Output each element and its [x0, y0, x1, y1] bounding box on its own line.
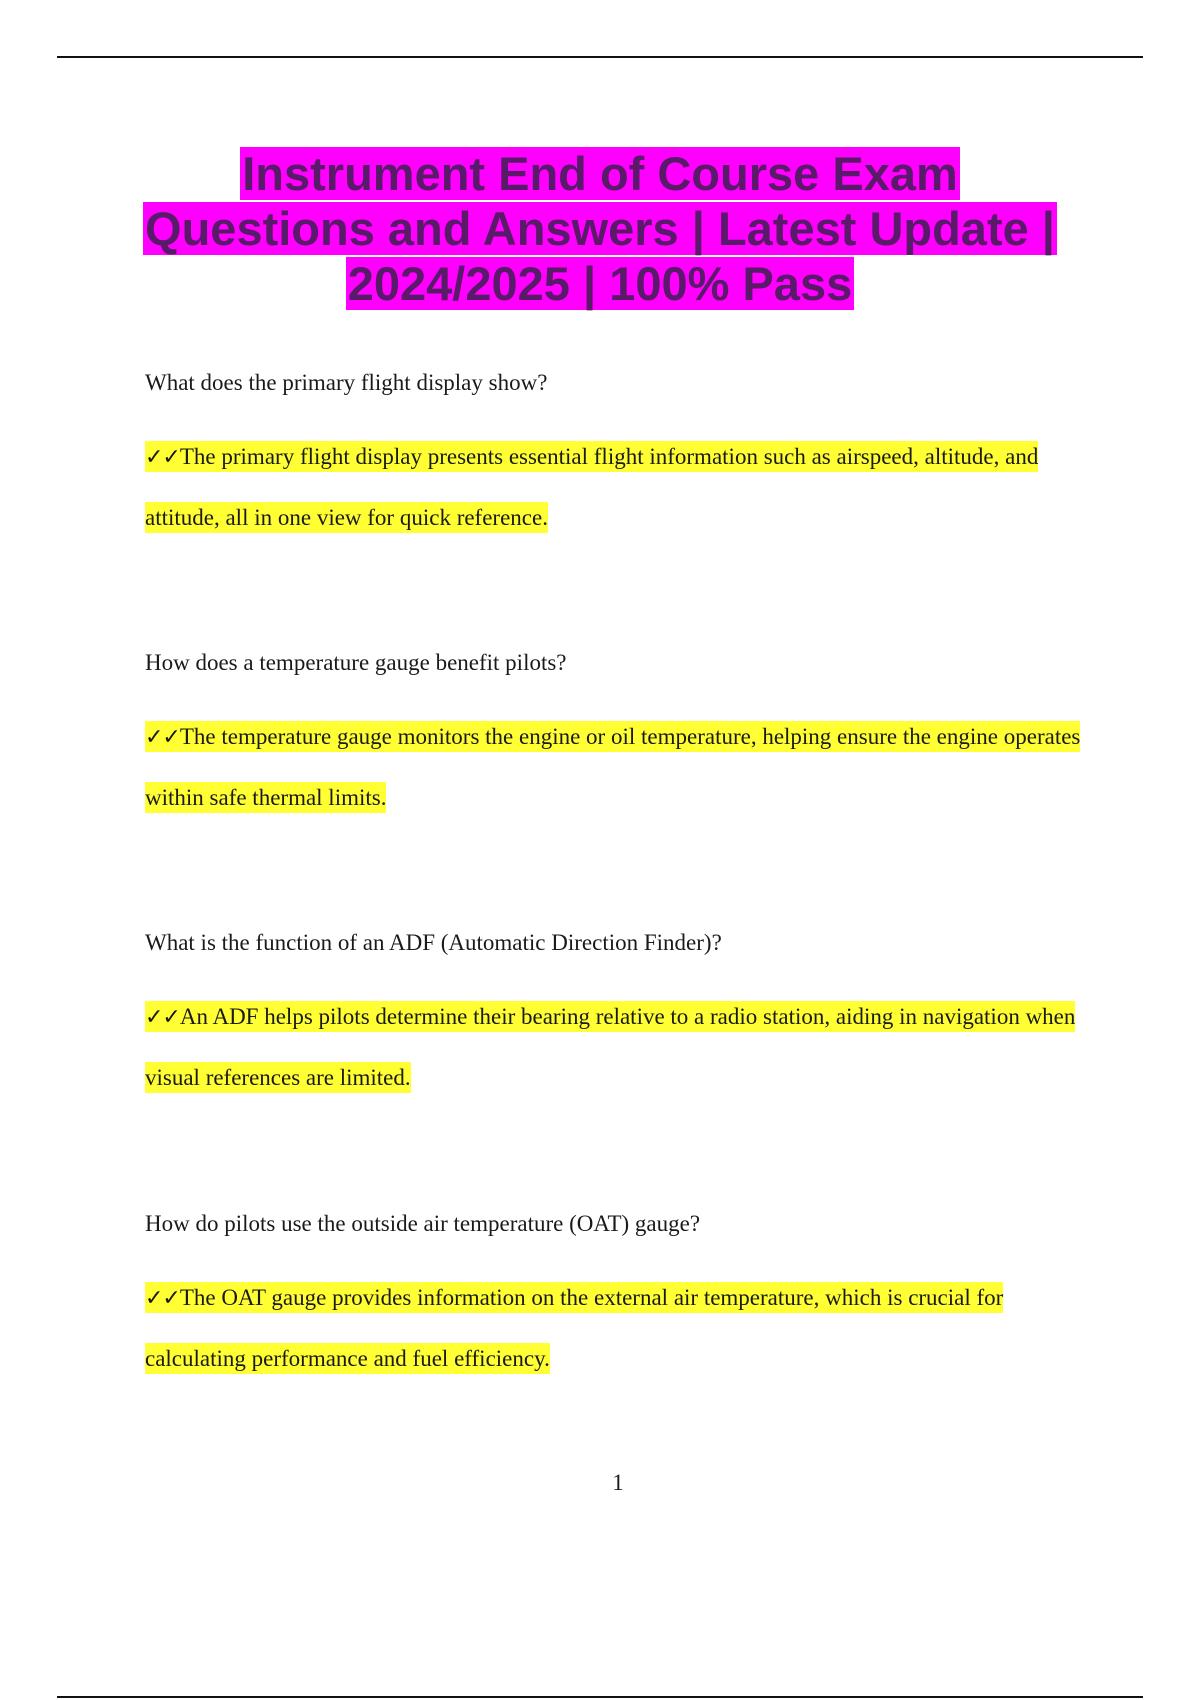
question-text: What is the function of an ADF (Automatic Direction Finder)? [145, 930, 722, 955]
document-title [100, 146, 1100, 311]
answer-body: The primary flight display presents essential flight information such as airspeed, altitude, and attitude, all in one view for quick reference. [145, 444, 1039, 530]
double-check-icon: ✓✓ [145, 725, 180, 750]
page-number: 1 [612, 1470, 624, 1495]
answer-body: The OAT gauge provides information on the external air temperature, which is crucial for calculating performance and fuel efficiency. [145, 1285, 1004, 1371]
title-line-1: Instrument End of Course Exam [242, 147, 958, 200]
title-line-3: 2024/2025 | 100% Pass [347, 257, 853, 310]
double-check-icon: ✓✓ [145, 1286, 180, 1311]
qa-item [145, 368, 1095, 548]
question-text: What does the primary flight display show? [145, 370, 548, 395]
answer-text [145, 1268, 1095, 1389]
answer-text [145, 427, 1095, 548]
qa-item [145, 928, 1095, 1108]
double-check-icon: ✓✓ [145, 445, 180, 470]
question-text: How do pilots use the outside air temperature (OAT) gauge? [145, 1211, 701, 1236]
bottom-rule [57, 1696, 1143, 1698]
double-check-icon: ✓✓ [145, 1005, 180, 1030]
title-line-2: Questions and Answers | Latest Update | [145, 202, 1055, 255]
qa-item [145, 1209, 1095, 1389]
question-text: How does a temperature gauge benefit pilots? [145, 650, 567, 675]
answer-text [145, 987, 1095, 1108]
answer-text [145, 707, 1095, 828]
top-rule [57, 56, 1143, 58]
answer-body: An ADF helps pilots determine their bearing relative to a radio station, aiding in navigation when visual references are limited. [145, 1004, 1076, 1090]
answer-body: The temperature gauge monitors the engine or oil temperature, helping ensure the engine operates within safe thermal limits. [145, 724, 1081, 810]
qa-item [145, 648, 1095, 828]
